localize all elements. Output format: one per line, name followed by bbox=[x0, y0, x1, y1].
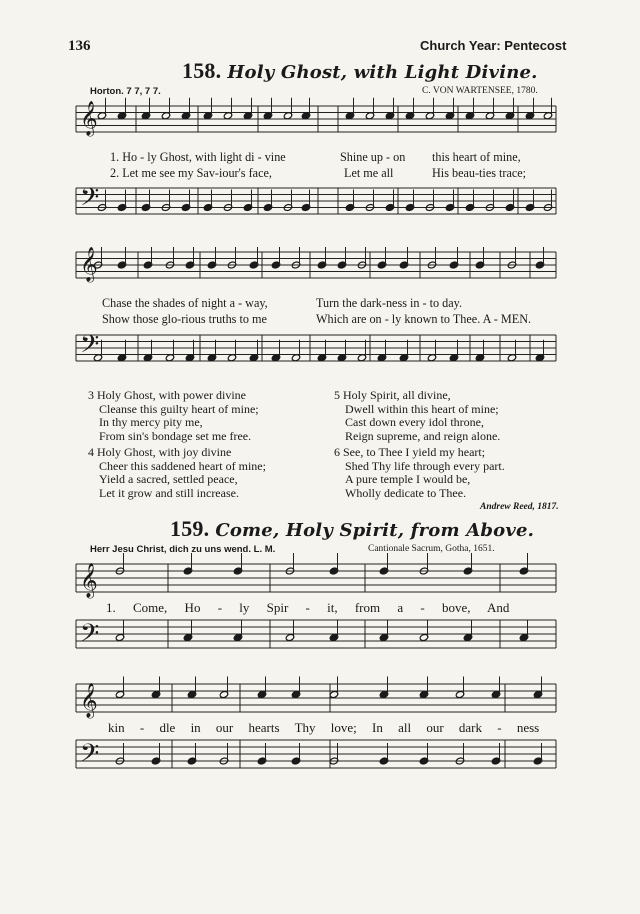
hymn-158-author: Andrew Reed, 1817. bbox=[480, 502, 559, 512]
clef-icon: 𝄞 bbox=[80, 101, 98, 136]
clef-icon: 𝄢 bbox=[80, 330, 100, 365]
clef-icon: 𝄢 bbox=[80, 183, 100, 218]
h158-s1-l1-b: Shine up - on bbox=[340, 150, 406, 164]
hymn-159-name: Come, Holy Spirit, from Above. bbox=[215, 520, 535, 541]
hymn-159-title bbox=[170, 516, 534, 542]
verse-5: 5 Holy Spirit, all divine, Dwell within this heart of mine; Cast down every idol throne, Reign supreme, and reign alone. bbox=[334, 388, 501, 443]
h159-s2-lyrics: kin - dle in our hearts Thy love; In all our dark - ness bbox=[108, 720, 540, 735]
verse-6: 6 See, to Thee I yield my heart; Shed Thy life through every part. A pure temple I would be, Wholly dedicate to Thee. bbox=[334, 445, 505, 500]
clef-icon: 𝄢 bbox=[80, 739, 100, 774]
clef-icon: 𝄞 bbox=[80, 563, 98, 598]
h158-s2-l1-a: Chase the shades of night a - way, bbox=[102, 296, 268, 310]
hymn-158-number: 158. bbox=[182, 58, 222, 83]
clef-icon: 𝄞 bbox=[80, 247, 98, 282]
clef-icon: 𝄞 bbox=[80, 683, 98, 718]
hymn-158-composer: C. VON WARTENSEE, 1780. bbox=[422, 86, 538, 96]
section-heading: Church Year: Pentecost bbox=[420, 38, 567, 53]
h158-s2-l2-a: Show those glo-rious truths to me bbox=[102, 312, 267, 326]
h159-s1-lyrics: 1. Come, Ho - ly Spir - it, from a - bove, And bbox=[106, 600, 510, 615]
hymn-158-tune: Horton. 7 7, 7 7. bbox=[90, 86, 161, 97]
verse-3: 3 Holy Ghost, with power divine Cleanse this guilty heart of mine; In thy mercy pity me, From sin's bondage set me free. bbox=[88, 388, 259, 443]
page-number: 136 bbox=[68, 38, 91, 54]
verse-4: 4 Holy Ghost, with joy divine Cheer this saddened heart of mine; Yield a sacred, settled peace, Let it grow and still increase. bbox=[88, 445, 266, 500]
h158-s1-l1-a: 1. Ho - ly Ghost, with light di - vine bbox=[110, 150, 286, 164]
h158-s1-l2-c: His beau-ties trace; bbox=[432, 166, 527, 180]
hymn-159-tune: Herr Jesu Christ, dich zu uns wend. L. M. bbox=[90, 544, 276, 555]
clef-icon: 𝄢 bbox=[80, 619, 100, 654]
h158-s1-l1-c: this heart of mine, bbox=[432, 150, 521, 164]
hymn-159-source: Cantionale Sacrum, Gotha, 1651. bbox=[368, 544, 495, 554]
hymn-158-name: Holy Ghost, with Light Divine. bbox=[227, 62, 538, 83]
hymn-159-number: 159. bbox=[170, 516, 210, 541]
h158-s2-l1-b: Turn the dark-ness in - to day. bbox=[316, 296, 463, 310]
h158-s1-l2-a: 2. Let me see my Sav-iour's face, bbox=[110, 166, 272, 180]
h158-s1-l2-b: Let me all bbox=[344, 166, 394, 180]
h158-s2-l2-b: Which are on - ly known to Thee. A - MEN. bbox=[316, 312, 532, 326]
